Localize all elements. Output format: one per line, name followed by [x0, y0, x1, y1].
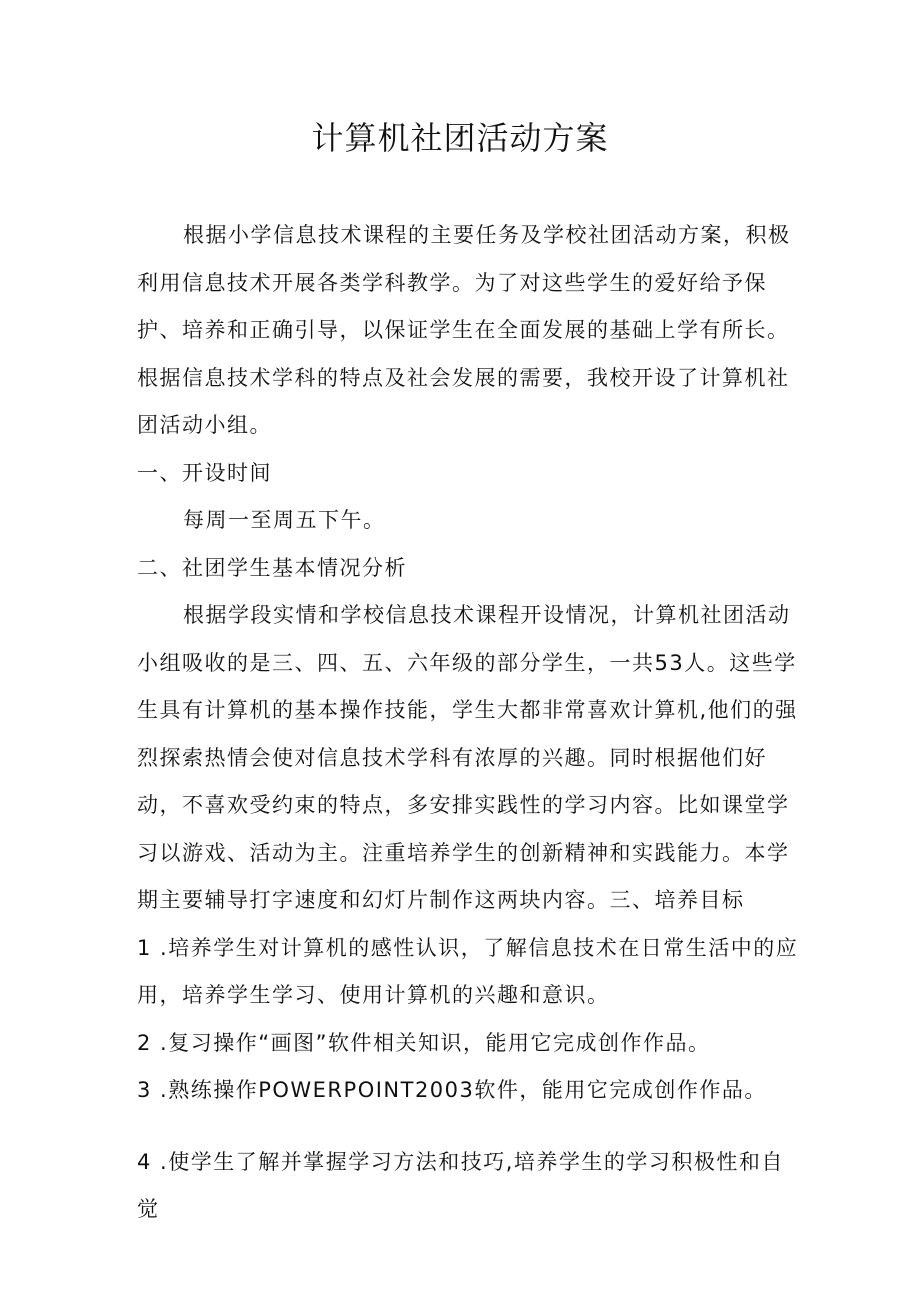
- goal-item: 3 .熟练操作POWERPOINT2003软件，能用它完成创作作品。: [137, 1078, 767, 1102]
- student-analysis-paragraph: 根据学段实情和学校信息技术课程开设情况，计算机社团活动小组吸收的是三、四、五、六年级的部分学生，一共53人。这些学生具有计算机的基本操作技能，学生大都非常喜欢计算机,他们的强烈探索热情会使对信息技术学科有浓厚的兴趣。同时根据他们好动，不喜欢受约束的特点，多安排实践性的学习内容。比如课堂学习以游戏、活动为主。注重培养学生的创新精神和实践能力。本学期主要辅导打字速度和幻灯片制作这两块内容。三、培养目标: [137, 603, 798, 912]
- document-title: 计算机社团活动方案: [311, 119, 609, 157]
- section-heading-schedule: 一、开设时间: [137, 460, 272, 485]
- goal-item: 4 .使学生了解并掌握学习方法和技巧,培养学生的学习积极性和自觉: [137, 1149, 784, 1221]
- schedule-paragraph: 每周一至周五下午。: [183, 508, 386, 532]
- document-body: [137, 212, 799, 1234]
- section-heading-student-analysis: 二、社团学生基本情况分析: [137, 555, 407, 580]
- intro-paragraph: 根据小学信息技术课程的主要任务及学校社团活动方案，积极利用信息技术开展各类学科教学。为了对这些学生的爱好给予保护、培养和正确引导，以保证学生在全面发展的基础上学有所长。根据信息技术学科的特点及社会发展的需要，我校开设了计算机社团活动小组。: [137, 223, 791, 437]
- goal-item: 1 .培养学生对计算机的感性认识，了解信息技术在日常生活中的应用，培养学生学习、使用计算机的兴趣和意识。: [137, 935, 799, 1007]
- goal-item: 2 .复习操作“画图”软件相关知识，能用它完成创作作品。: [137, 1030, 711, 1055]
